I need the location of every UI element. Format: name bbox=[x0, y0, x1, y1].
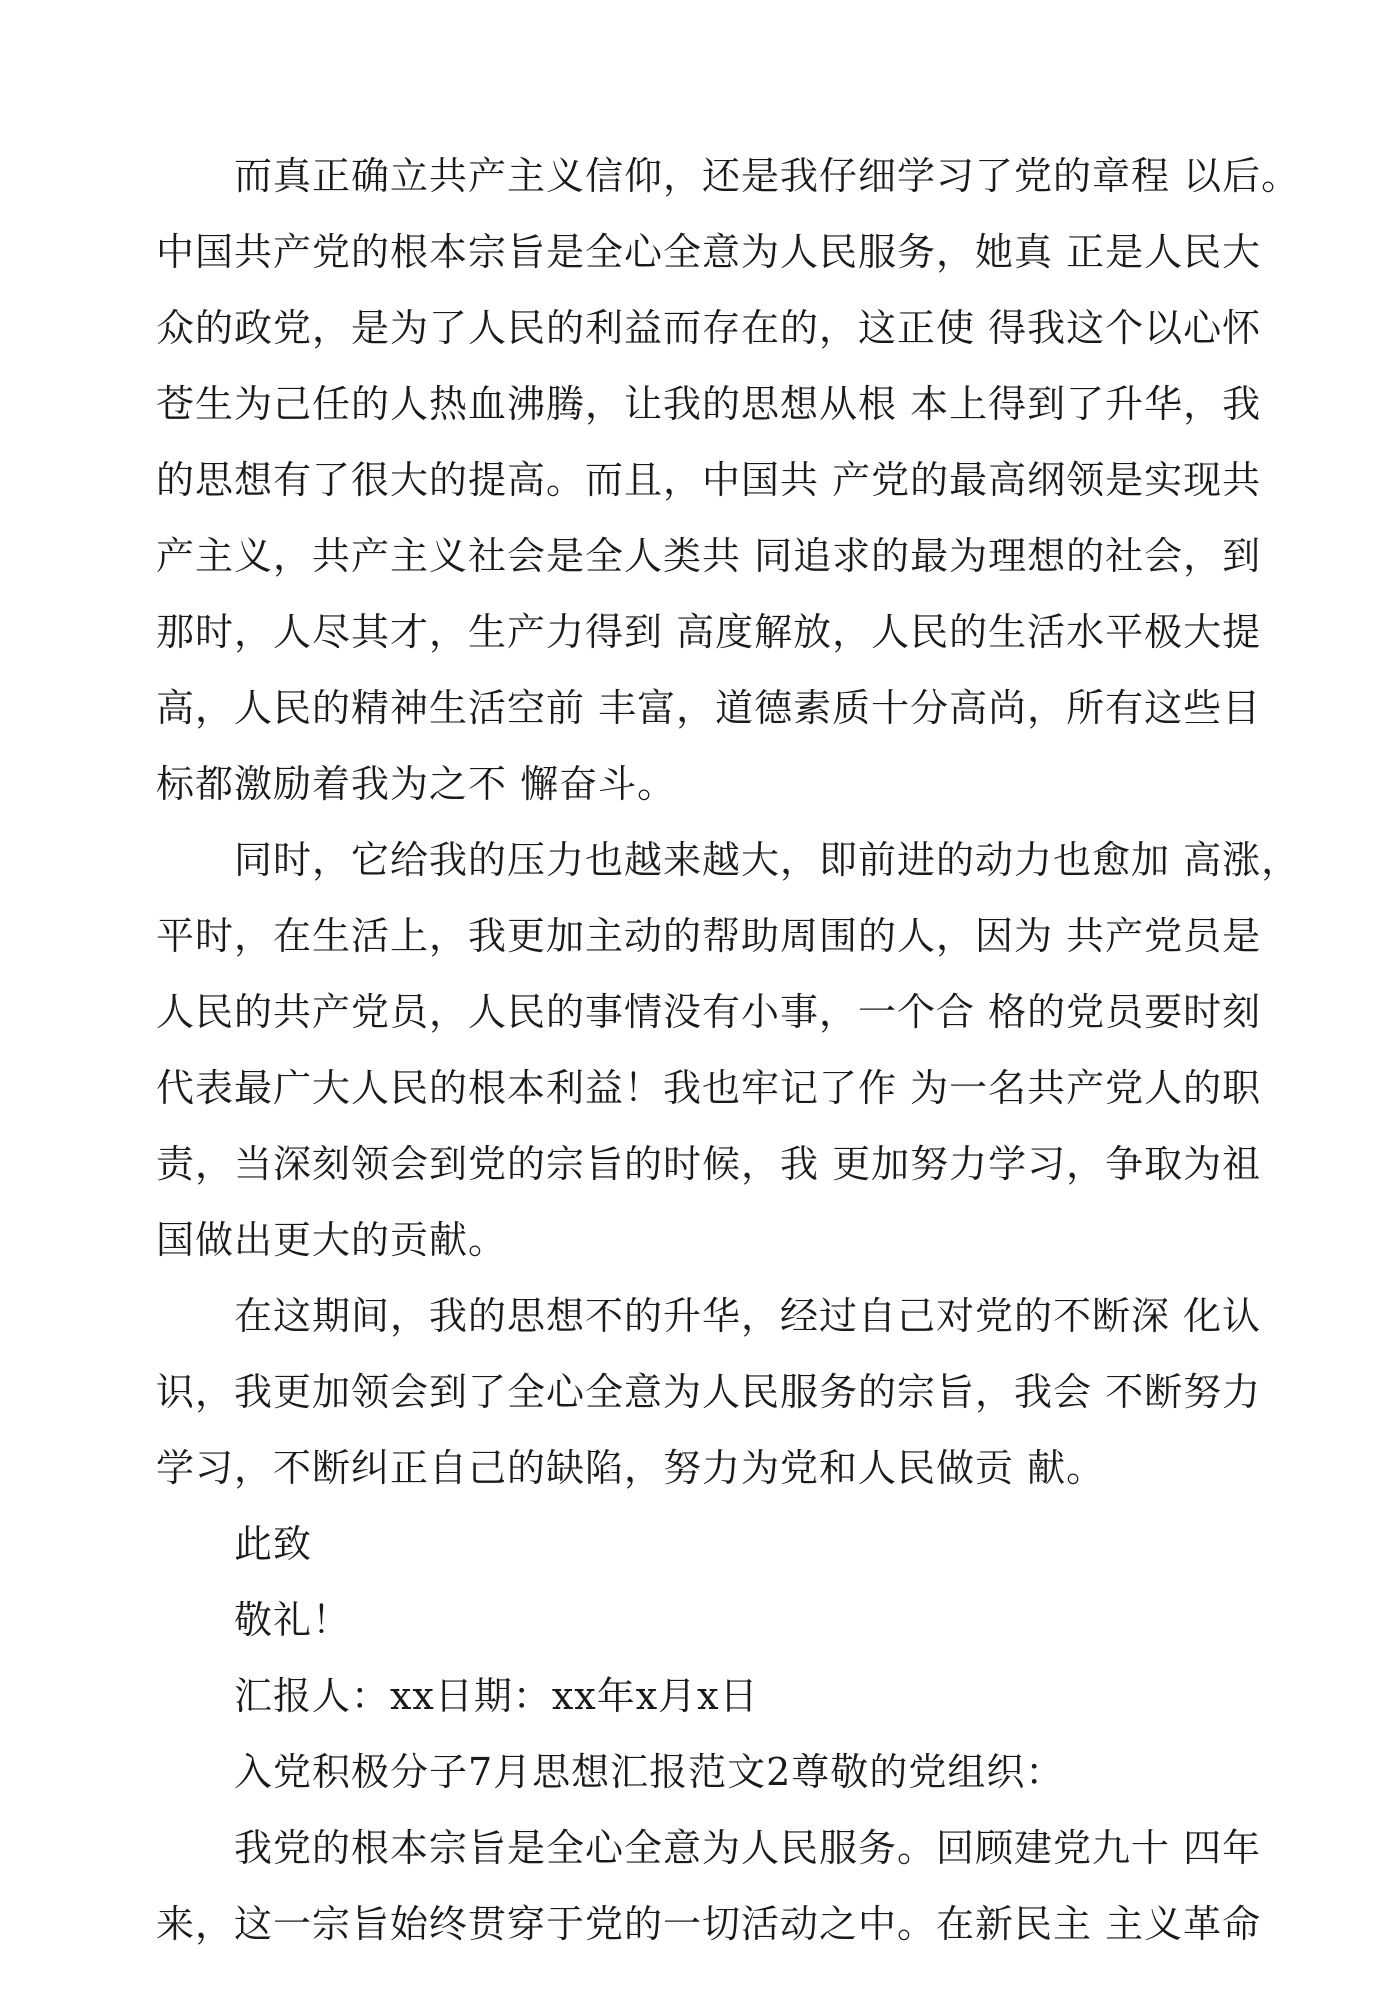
text-line: 学习，不断纠正自己的缺陷，努力为党和人民做贡 献。 bbox=[156, 1446, 1106, 1490]
text-line: 此致 bbox=[234, 1522, 313, 1566]
text-line: 国做出更大的贡献。 bbox=[156, 1218, 508, 1262]
text-line: 识，我更加领会到了全心全意为人民服务的宗旨，我会 不断努力 bbox=[156, 1370, 1262, 1414]
text-line: 众的政党，是为了人民的利益而存在的，这正使 得我这个以心怀 bbox=[156, 306, 1262, 350]
text-line: 敬礼！ bbox=[234, 1598, 352, 1642]
text-line: 人民的共产党员，人民的事情没有小事，一个合 格的党员要时刻 bbox=[156, 990, 1262, 1034]
text-line: 标都激励着我为之不 懈奋斗。 bbox=[156, 762, 677, 806]
text-line: 入党积极分子7月思想汇报范文2尊敬的党组织： bbox=[234, 1750, 1065, 1794]
text-line: 我党的根本宗旨是全心全意为人民服务。回顾建党九十 四年 bbox=[234, 1826, 1262, 1870]
text-line: 代表最广大人民的根本利益！我也牢记了作 为一名共产党人的职 bbox=[156, 1066, 1262, 1110]
text-line: 来，这一宗旨始终贯穿于党的一切活动之中。在新民主 主义革命 bbox=[156, 1902, 1262, 1946]
text-line: 同时，它给我的压力也越来越大，即前进的动力也愈加 高涨， bbox=[234, 838, 1301, 882]
document-body bbox=[156, 138, 1301, 1962]
text-line: 那时，人尽其才，生产力得到 高度解放，人民的生活水平极大提 bbox=[156, 610, 1262, 654]
text-line: 的思想有了很大的提高。而且，中国共 产党的最高纲领是实现共 bbox=[156, 458, 1262, 502]
text-line: 高，人民的精神生活空前 丰富，道德素质十分高尚，所有这些目 bbox=[156, 686, 1262, 730]
text-line: 责，当深刻领会到党的宗旨的时候，我 更加努力学习，争取为祖 bbox=[156, 1142, 1262, 1186]
text-line: 汇报人：xx日期：xx年x月x日 bbox=[234, 1674, 759, 1718]
text-line: 而真正确立共产主义信仰，还是我仔细学习了党的章程 以后。 bbox=[234, 154, 1301, 198]
text-line: 苍生为己任的人热血沸腾，让我的思想从根 本上得到了升华，我 bbox=[156, 382, 1262, 426]
text-line: 中国共产党的根本宗旨是全心全意为人民服务，她真 正是人民大 bbox=[156, 230, 1262, 274]
text-line: 产主义，共产主义社会是全人类共 同追求的最为理想的社会，到 bbox=[156, 534, 1262, 578]
text-line: 在这期间，我的思想不的升华，经过自己对党的不断深 化认 bbox=[234, 1294, 1262, 1338]
text-line: 平时，在生活上，我更加主动的帮助周围的人，因为 共产党员是 bbox=[156, 914, 1262, 958]
